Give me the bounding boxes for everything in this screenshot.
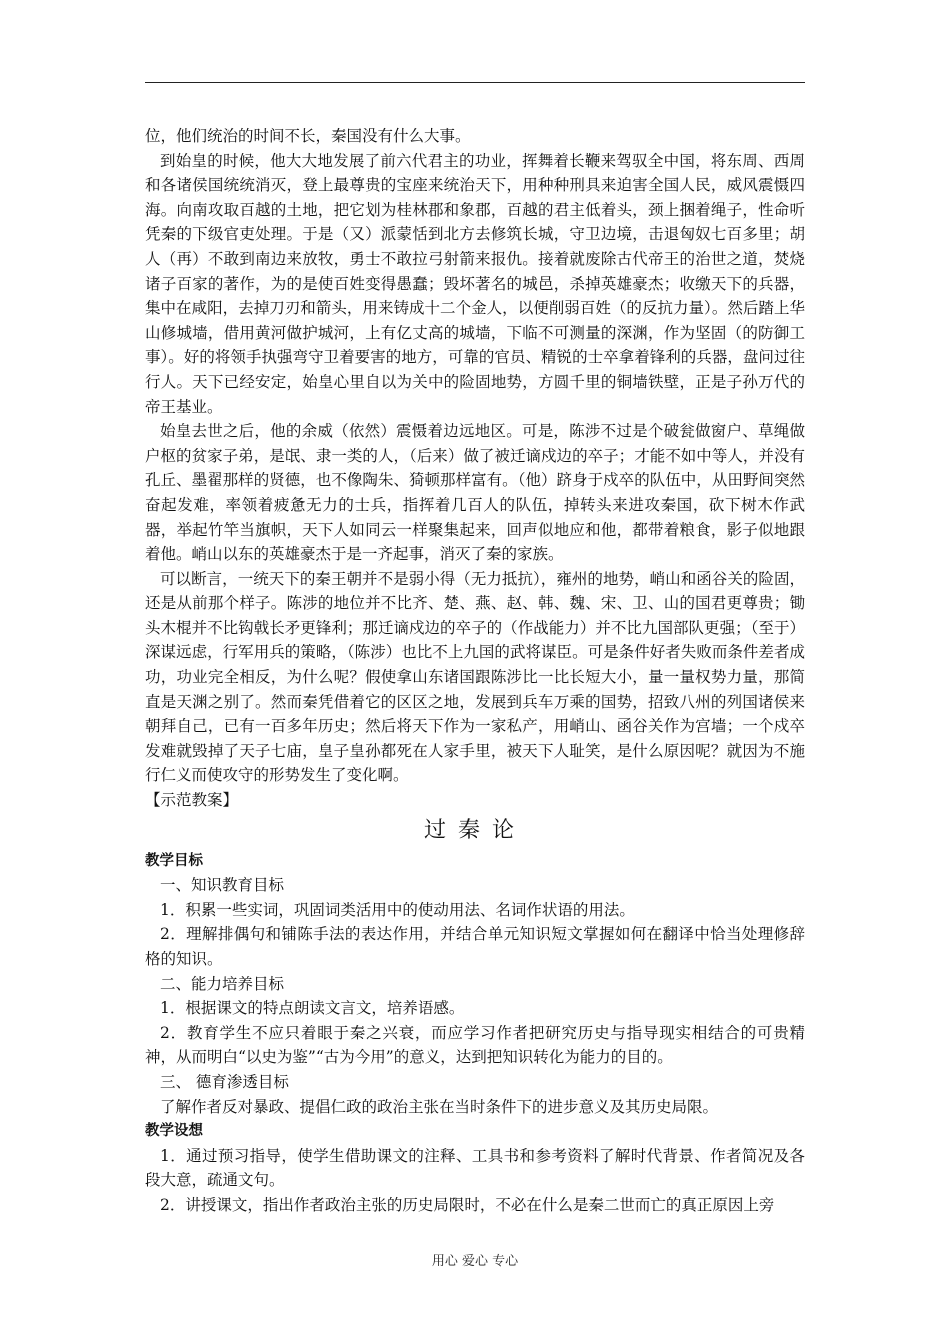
objective-item: 1．积累一些实词，巩固词类活用中的使动用法、名词作状语的用法。 — [160, 900, 635, 919]
objective-item: 1．根据课文的特点朗读文言文，培养语感。 — [160, 999, 465, 1018]
design-item: 2．讲授课文，指出作者政治主张的历史局限时，不必在什么是秦二世而亡的真正原因上旁 — [160, 1195, 775, 1214]
design-item: 1．通过预习指导，使学生借助课文的注释、工具书和参考资料了解时代背景、作者简况及各段大意，疏通文句。 — [145, 1146, 805, 1190]
paragraph: 位，他们统治的时间不长，秦国没有什么大事。 — [145, 127, 471, 145]
paragraph: 可以断言，一统天下的秦王朝并不是弱小得（无力抵抗），雍州的地势，峭山和函谷关的险固，还是从前那个样子。陈涉的地位并不比齐、楚、燕、赵、韩、魏、宋、卫、山的国君更尊贵；锄头木棍并不比钩戟长矛更锋利；那迁谪戍边的卒子的（作战能力）并不比九国部队更强；（至于）深谋远虑，行军用兵的策略，（陈涉）也比不上九国的武将谋臣。可是条件好者失败而条件差者成功，功业完全相反，为什么呢？假使拿山东诸国跟陈涉比一比长短大小，量一量权势力量，那简直是天渊之别了。然而秦凭借着它的区区之地，发展到兵车万乘的国势，招致八州的列国诸侯来朝拜自己，已有一百多年历史；然后将天下作为一家私产，用峭山、函谷关作为宫墙；一个戍卒发难就毁掉了天子七庙，皇子皇孙都死在人家手里，被天下人耻笑，是什么原因呢？就因为不施行仁义而使攻守的形势发生了变化啊。 — [145, 569, 805, 785]
page-footer: 用心 爱心 专心 — [431, 1254, 519, 1269]
paragraph: 到始皇的时候，他大大地发展了前六代君主的功业，挥舞着长鞭来驾驭全中国，将东周、西周和各诸侯国统统消灭，登上最尊贵的宝座来统治天下，用种种刑具来迫害全国人民，威风震慑四海。向南攻取百越的土地，把它划为桂林郡和象郡，百越的君主低着头，颈上捆着绳子，性命听凭秦的下级官吏处理。于是（又）派蒙恬到北方去修筑长城，守卫边境，击退匈奴七百多里；胡人（再）不敢到南边来放牧，勇士不敢拉弓射箭来报仇。接着就废除古代帝王的治世之道，焚烧诸子百家的著作，为的是使百姓变得愚蠢；毁坏著名的城邑，杀掉英雄豪杰；收缴天下的兵器，集中在咸阳，去掉刀刃和箭头，用来铸成十二个金人，以便削弱百姓（的反抗力量）。然后踏上华山修城墙，借用黄河做护城河，上有亿丈高的城墙，下临不可测量的深渊，作为坚固（的防御工事）。好的将领手执强弯守卫着要害的地方，可靠的官员、精锐的士卒拿着锋利的兵器，盘问过往行人。天下已经安定，始皇心里自以为关中的险固地势，方圆千里的铜墙铁壁，正是子孙万代的帝王基业。 — [145, 151, 805, 416]
objectives-heading: 教学目标 — [145, 852, 203, 869]
header-rule — [145, 82, 805, 83]
objective-item: 2．教育学生不应只着眼于秦之兴衰，而应学习作者把研究历史与指导现实相结合的可贵精神，从而明白“以史为鉴”“古为今用”的意义，达到把知识转化为能力的目的。 — [145, 1023, 805, 1067]
objectives-subheading: 一、知识教育目标 — [160, 876, 285, 895]
page-body — [145, 124, 805, 1218]
paragraph: 始皇去世之后，他的余威（依然）震慑着边远地区。可是，陈涉不过是个破瓮做窗户、草绳做户枢的贫家子弟，是氓、隶一类的人，（后来）做了被迁谪戍边的卒子；才能不如中等人，并没有孔丘、墨翟那样的贤德，也不像陶朱、猗顿那样富有。（他）跻身于戍卒的队伍中，从田野间突然奋起发难，率领着疲惫无力的士兵，指挥着几百人的队伍，掉转头来进攻秦国，砍下树木作武器，举起竹竿当旗帜，天下人如同云一样聚集起来，回声似地应和他，都带着粮食，影子似地跟着他。峭山以东的英雄豪杰于是一齐起事，消灭了秦的家族。 — [145, 422, 805, 564]
section-mark: 【示范教案】 — [145, 791, 239, 810]
objective-item: 2．理解排偶句和铺陈手法的表达作用，并结合单元知识短文掌握如何在翻译中恰当处理修辞格的知识。 — [145, 925, 805, 968]
objectives-subheading: 二、能力培养目标 — [160, 974, 285, 993]
design-heading: 教学设想 — [145, 1123, 203, 1140]
objectives-subheading: 三、 德育渗透目标 — [160, 1072, 289, 1091]
document-title: 过秦论 — [423, 817, 526, 843]
objective-item: 了解作者反对暴政、提倡仁政的政治主张在当时条件下的进步意义及其历史局限。 — [160, 1097, 719, 1116]
